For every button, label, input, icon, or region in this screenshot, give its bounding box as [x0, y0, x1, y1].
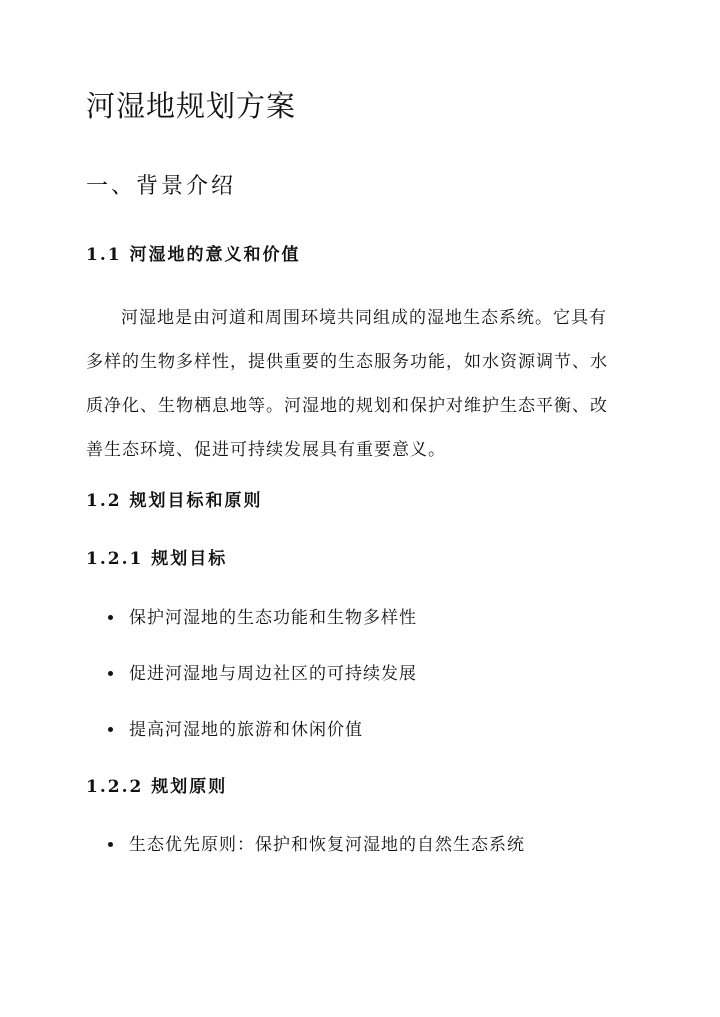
- document-title: 河湿地规划方案: [86, 89, 297, 123]
- paragraph-significance: [86, 296, 646, 472]
- list-item-text: 促进河湿地与周边社区的可持续发展: [129, 664, 417, 684]
- paragraph-line: 河湿地是由河道和周围环境共同组成的湿地生态系统。它具有: [121, 308, 607, 328]
- subsection-heading-1-2-2: 1.2.2 规划原则: [86, 777, 228, 797]
- subsection-heading-1-2: 1.2 规划目标和原则: [86, 491, 263, 511]
- subsection-heading-1-2-1: 1.2.1 规划目标: [86, 549, 228, 569]
- paragraph-line: 多样的生物多样性，提供重要的生态服务功能，如水资源调节、水: [86, 352, 608, 372]
- list-item-text: 提高河湿地的旅游和休闲价值: [129, 720, 363, 740]
- bullet-icon: [108, 615, 113, 620]
- list-item-goal-3: [108, 717, 363, 743]
- paragraph-line: 善生态环境、促进可持续发展具有重要意义。: [86, 440, 446, 460]
- bullet-icon: [108, 727, 113, 732]
- paragraph-line: 质净化、生物栖息地等。河湿地的规划和保护对维护生态平衡、改: [86, 396, 608, 416]
- list-item-principle-1: [108, 832, 525, 858]
- section-heading-background: 一、背景介绍: [86, 174, 237, 199]
- list-item-goal-1: [108, 605, 417, 631]
- list-item-text: 生态优先原则：保护和恢复河湿地的自然生态系统: [129, 835, 525, 855]
- list-item-text: 保护河湿地的生态功能和生物多样性: [129, 608, 417, 628]
- bullet-icon: [108, 842, 113, 847]
- list-item-goal-2: [108, 661, 417, 687]
- bullet-icon: [108, 671, 113, 676]
- subsection-heading-1-1: 1.1 河湿地的意义和价值: [86, 245, 301, 265]
